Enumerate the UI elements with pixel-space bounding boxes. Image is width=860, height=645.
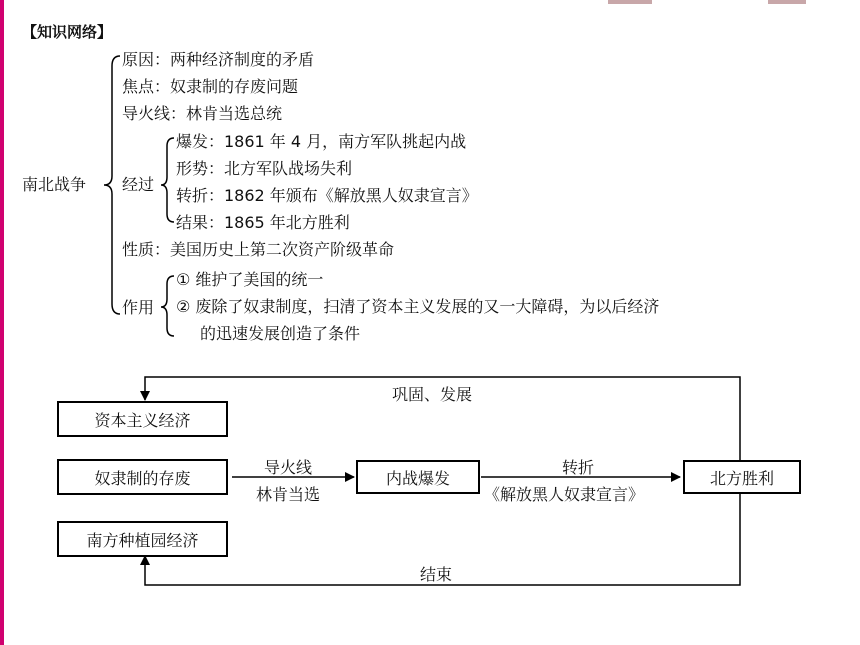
label-proclamation: 《解放黑人奴隶宣言》 <box>484 485 645 504</box>
outline-root: 南北战争 <box>22 175 87 194</box>
outline-process-label: 经过 <box>122 175 155 194</box>
box-plantation-economy: 南方种植园经济 <box>57 521 228 557</box>
process-item: 结果：1865 年北方胜利 <box>176 213 350 232</box>
label-turning: 转折 <box>562 458 595 477</box>
box-capitalist-economy: 资本主义经济 <box>57 401 228 437</box>
box-north-victory: 北方胜利 <box>683 460 801 494</box>
process-item: 形势：北方军队战场失利 <box>176 159 353 178</box>
label-end: 结束 <box>420 565 453 584</box>
process-item: 爆发：1861 年 4 月，南方军队挑起内战 <box>176 132 467 151</box>
section-heading: 【知识网络】 <box>22 23 113 41</box>
effect-item: ① 维护了美国的统一 <box>176 270 324 289</box>
effect-item: ② 废除了奴隶制度，扫清了资本主义发展的又一大障碍，为以后经济 <box>176 297 660 316</box>
label-consolidate: 巩固、发展 <box>392 385 473 404</box>
outline-fuse: 导火线：林肯当选总统 <box>122 104 283 123</box>
effect-brace <box>161 276 174 336</box>
label-fuse-top: 导火线 <box>264 458 313 477</box>
outline-focus: 焦点：奴隶制的存废问题 <box>122 77 299 96</box>
label-fuse-bottom: 林肯当选 <box>256 485 321 504</box>
process-brace <box>161 138 174 222</box>
box-slavery-question: 奴隶制的存废 <box>57 459 228 495</box>
outline-effect-label: 作用 <box>122 298 155 317</box>
box-war-outbreak: 内战爆发 <box>356 460 480 494</box>
outline-nature: 性质：美国历史上第二次资产阶级革命 <box>122 240 395 259</box>
process-item: 转折：1862 年颁布《解放黑人奴隶宣言》 <box>176 186 478 205</box>
effect-item: 的迅速发展创造了条件 <box>200 324 361 343</box>
main-brace <box>104 56 120 314</box>
outline-cause: 原因：两种经济制度的矛盾 <box>122 50 315 69</box>
